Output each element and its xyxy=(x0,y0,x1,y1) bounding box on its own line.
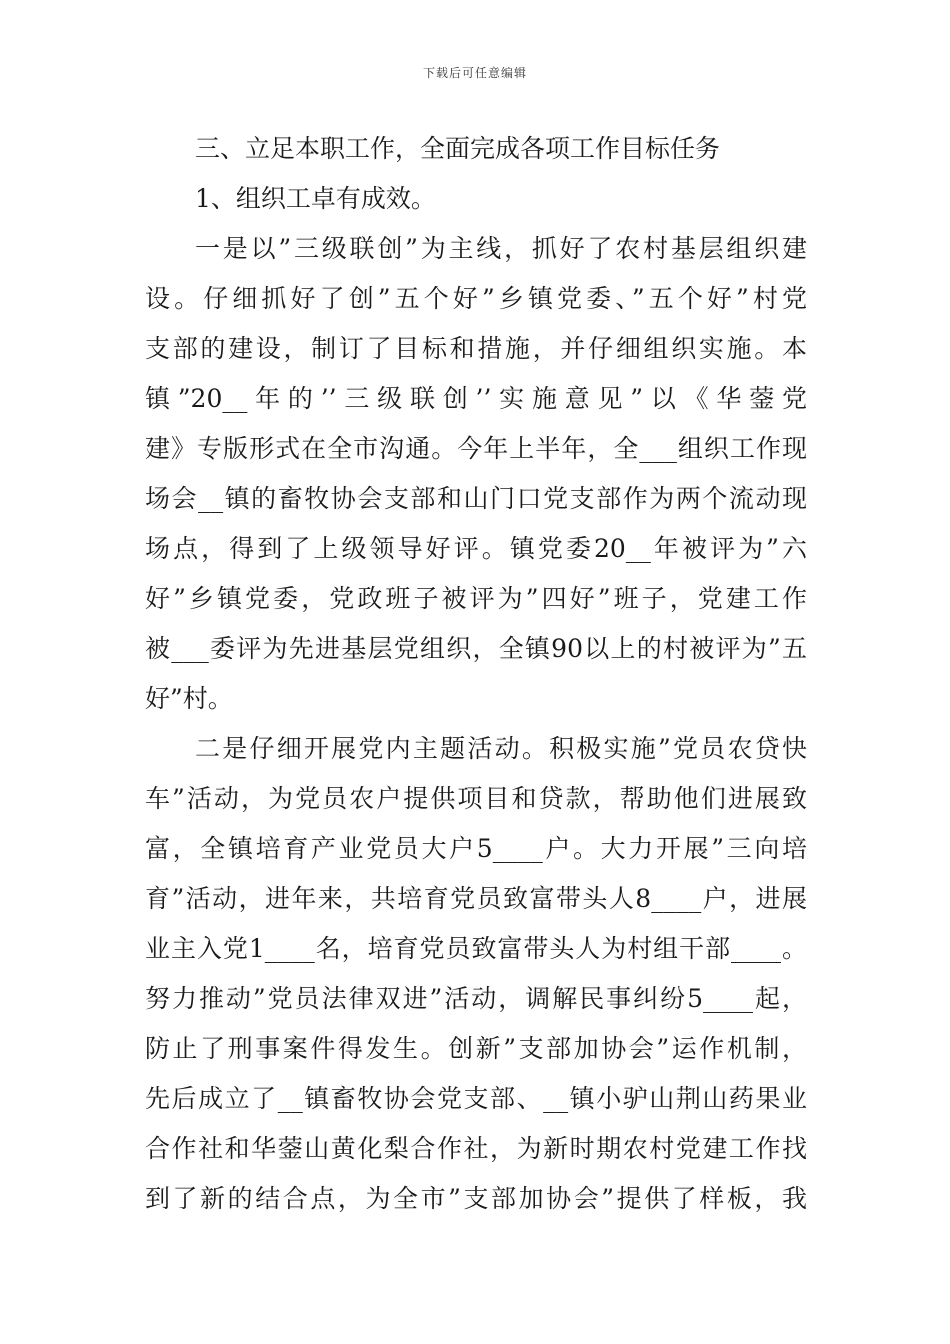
paragraph-line: 一是以”三级联创”为主线，抓好了农村基层组织建 xyxy=(195,234,807,263)
paragraph-line: 被___委评为先进基层党组织，全镇90以上的村被评为”五 xyxy=(145,634,807,663)
paragraph-line: 场点，得到了上级领导好评。镇党委20__年被评为”六 xyxy=(145,534,807,563)
paragraph-line: 防止了刑事案件得发生。创新”支部加协会”运作机制， xyxy=(145,1034,807,1063)
page-header-note: 下载后可任意编辑 xyxy=(422,66,527,80)
paragraph-line: 场会__镇的畜牧协会支部和山门口党支部作为两个流动现 xyxy=(145,484,807,513)
paragraph-line: 业主入党1____名，培育党员致富带头人为村组干部____。 xyxy=(145,934,807,963)
paragraph-line: 先后成立了__镇畜牧协会党支部、__镇小驴山荆山药果业 xyxy=(145,1084,807,1113)
paragraph-line: 二是仔细开展党内主题活动。积极实施”党员农贷快 xyxy=(195,734,807,763)
paragraph-line: 支部的建设，制订了目标和措施，并仔细组织实施。本 xyxy=(145,334,807,363)
document-body xyxy=(145,124,807,1224)
paragraph-line: 好”乡镇党委，党政班子被评为”四好”班子，党建工作 xyxy=(145,584,807,613)
paragraph-line: 到了新的结合点，为全市”支部加协会”提供了样板，我 xyxy=(145,1184,807,1213)
subheading: 1、组织工卓有成效。 xyxy=(195,184,436,213)
paragraph-line: 设。仔细抓好了创”五个好”乡镇党委、”五个好”村党 xyxy=(145,284,807,313)
paragraph-1 xyxy=(145,224,807,724)
paragraph-line: 镇”20__年的’’三级联创’’实施意见”以《华蓥党 xyxy=(145,384,807,413)
paragraph-line: 合作社和华蓥山黄化梨合作社，为新时期农村党建工作找 xyxy=(145,1134,807,1163)
paragraph-line: 建》专版形式在全市沟通。今年上半年，全___组织工作现 xyxy=(145,434,807,463)
section-heading: 三、立足本职工作，全面完成各项工作目标任务 xyxy=(195,134,721,163)
paragraph-line: 车”活动，为党员农户提供项目和贷款，帮助他们进展致 xyxy=(145,784,807,813)
paragraph-2 xyxy=(145,724,807,1224)
paragraph-line: 好”村。 xyxy=(145,684,233,713)
paragraph-line: 富，全镇培育产业党员大户5____户。大力开展”三向培 xyxy=(145,834,807,863)
paragraph-line: 育”活动，进年来，共培育党员致富带头人8____户，进展 xyxy=(145,884,807,913)
paragraph-line: 努力推动”党员法律双进”活动，调解民事纠纷5____起， xyxy=(145,984,807,1013)
